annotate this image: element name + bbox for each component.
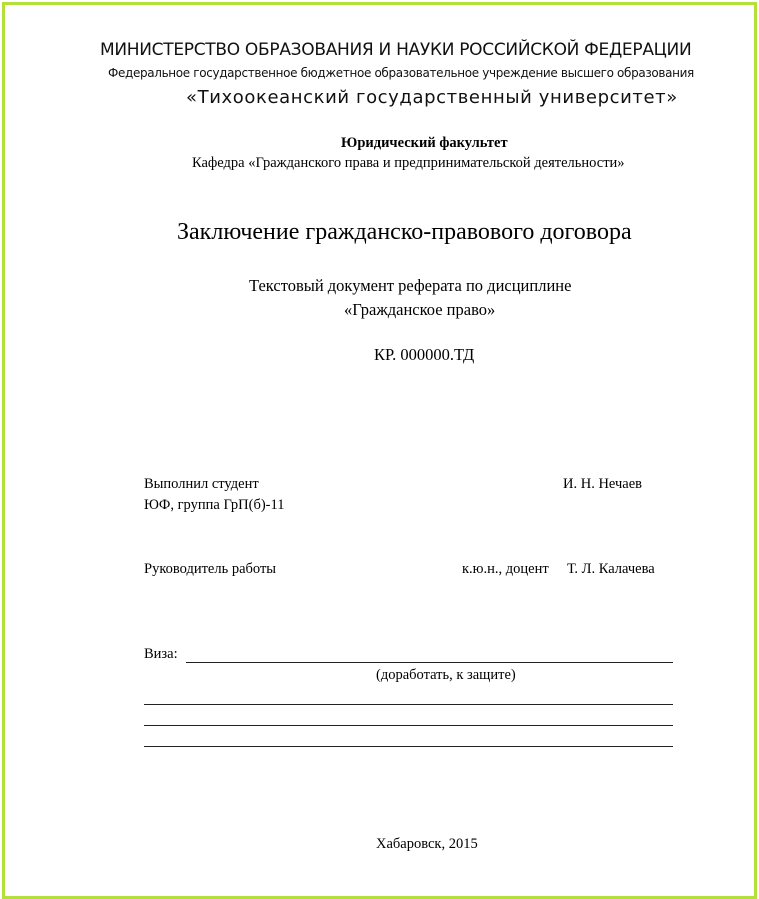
university-name: «Тихоокеанский государственный университет» [186, 87, 678, 108]
faculty-name: Юридический факультет [341, 135, 508, 151]
visa-signature-line [186, 662, 673, 663]
comment-line [144, 746, 673, 747]
document-subtitle-line1: Текстовый документ реферата по дисциплине [249, 276, 572, 295]
student-group: ЮФ, группа ГрП(б)-11 [144, 497, 285, 513]
document-title: Заключение гражданско-правового договора [177, 219, 632, 245]
ministry-heading: МИНИСТЕРСТВО ОБРАЗОВАНИЯ И НАУКИ РОССИЙСКОЙ ФЕДЕРАЦИИ [100, 40, 692, 60]
student-name: И. Н. Нечаев [563, 476, 642, 492]
supervisor-label: Руководитель работы [144, 561, 277, 577]
visa-label: Виза: [144, 646, 178, 662]
visa-note: (доработать, к защите) [376, 667, 516, 683]
student-label: Выполнил студент [144, 476, 259, 492]
comment-line [144, 704, 673, 705]
institution-type: Федеральное государственное бюджетное образовательное учреждение высшего образования [108, 66, 694, 80]
document-code: КР. 000000.ТД [374, 345, 475, 364]
document-subtitle-line2: «Гражданское право» [344, 300, 496, 319]
city-year: Хабаровск, 2015 [376, 836, 478, 852]
comment-line [144, 725, 673, 726]
supervisor-name: Т. Л. Калачева [567, 561, 655, 577]
department-name: Кафедра «Гражданского права и предпринимательской деятельности» [192, 155, 625, 171]
supervisor-degree: к.ю.н., доцент [462, 561, 549, 577]
